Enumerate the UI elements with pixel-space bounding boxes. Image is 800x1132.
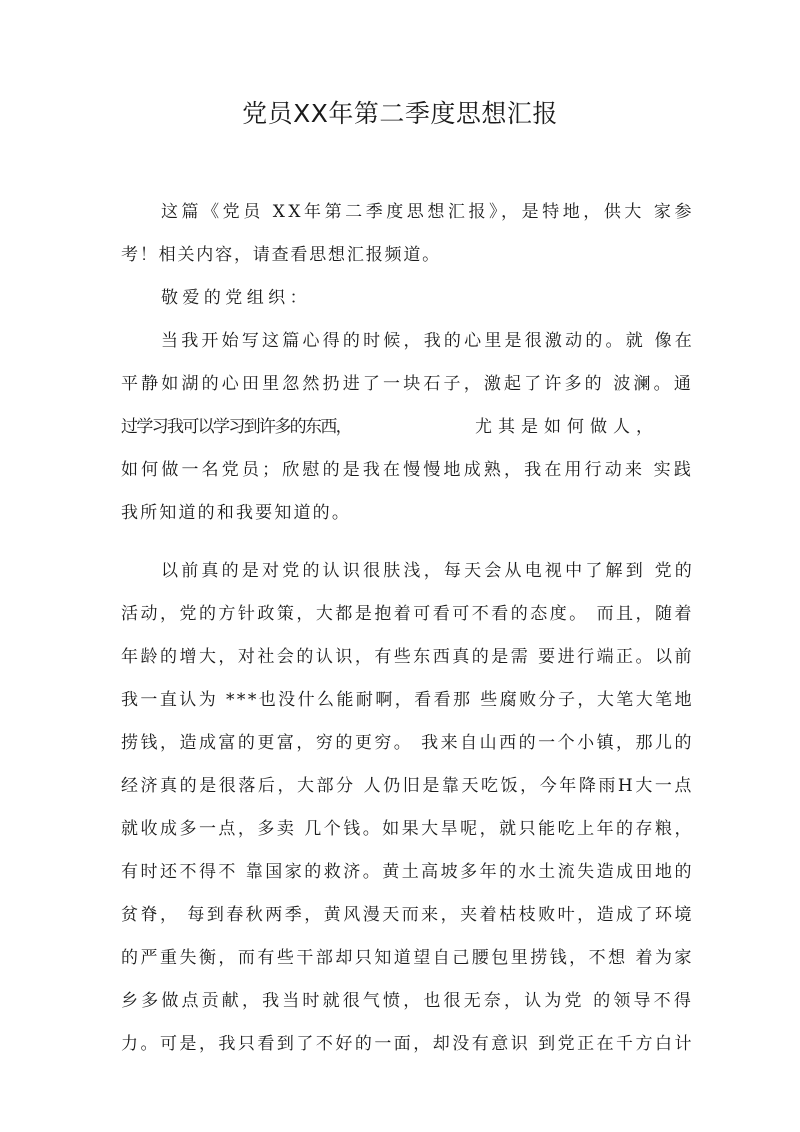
text-line <box>0 364 800 404</box>
text-line <box>0 938 800 978</box>
text-segment: 年龄的增大，对社会的认识，有些东西真的是需 要进行端正。以前 <box>121 647 694 667</box>
text-segment: 乡多做点贡献，我当时就很气愤，也很无奈，认为党 的领导不得 <box>121 991 694 1011</box>
text-segment: 活动，党的方针政策，大都是抱着可看可不看的态度。 而且，随着 <box>121 604 694 624</box>
text-line <box>0 723 800 763</box>
text-line <box>0 235 800 275</box>
text-segment: 考！相关内容，请查看思想汇报频道。 <box>121 245 441 265</box>
text-line <box>0 493 800 533</box>
text-line <box>0 680 800 720</box>
text-line <box>0 192 800 232</box>
text-line <box>0 551 800 591</box>
text-line <box>0 852 800 892</box>
text-segment: 敬爱的党组织： <box>161 288 311 308</box>
text-segment: 贫脊， 每到春秋两季，黄风漫天而来，夹着枯枝败叶，造成了环境 <box>121 905 694 925</box>
text-line <box>0 450 800 490</box>
text-segment: 平静如湖的心田里忽然扔进了一块石子，激起了许多的 波澜。通 <box>121 374 694 394</box>
text-segment: 捞钱，造成富的更富，穷的更穷。 我来自山西的一个小镇，那儿的 <box>121 733 694 753</box>
text-line <box>0 594 800 634</box>
text-segment: 我一直认为 ***也没什么能耐啊，看看那 些腐败分子，大笔大笔地 <box>121 690 694 710</box>
document-title: 党员XX年第二季度思想汇报 <box>242 99 558 128</box>
text-segment: 过学习我可以学习到许多的东西， <box>121 417 351 437</box>
text-line <box>0 278 800 318</box>
text-segment: 这篇《党员 XX年第二季度思想汇报》，是特地，供大 家参 <box>161 202 695 222</box>
text-line <box>0 1024 800 1064</box>
text-segment: 以前真的是对党的认识很肤浅，每天会从电视中了解到 党的 <box>161 561 695 581</box>
text-line <box>0 637 800 677</box>
text-segment: 就收成多一点，多卖 几个钱。如果大旱呢，就只能吃上年的存粮， <box>121 819 694 839</box>
text-segment: 力。可是，我只看到了不好的一面，却没有意识 到党正在千方白计 <box>121 1034 694 1054</box>
text-line <box>0 321 800 361</box>
text-segment: 经济真的是很落后，大部分 人仍旧是靠天吃饭，今年降雨H大一点 <box>121 776 694 796</box>
text-segment: 的严重失衡，而有些干部却只知道望自己腰包里捞钱，不想 着为家 <box>121 948 694 968</box>
text-line <box>0 809 800 849</box>
text-segment: 尤其是如何做人， <box>475 417 659 437</box>
text-line <box>0 766 800 806</box>
text-segment: 有时还不得不 靠国家的救济。黄土高坡多年的水土流失造成田地的 <box>121 862 694 882</box>
text-line <box>0 895 800 935</box>
text-line <box>0 981 800 1021</box>
text-segment: 如何做一名党员；欣慰的是我在慢慢地成熟，我在用行动来 实践 <box>121 460 694 480</box>
text-segment: 当我开始写这篇心得的时候，我的心里是很激动的。就 像在 <box>161 331 695 351</box>
text-segment: 我所知道的和我要知道的。 <box>121 503 351 523</box>
text-line <box>0 407 800 447</box>
